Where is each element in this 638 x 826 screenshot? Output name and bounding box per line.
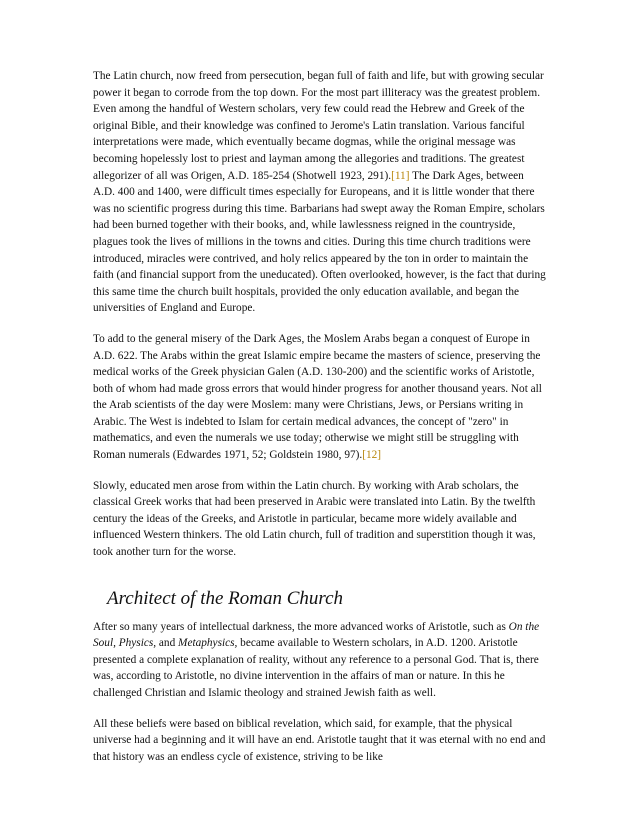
section-heading: Architect of the Roman Church <box>107 587 344 609</box>
paragraph-text: The Dark Ages, between A.D. 400 and 1400, were difficult times especially for Europeans, and it is little wonder that there was no scientific progress during this time. Barbarians had swept away the Roman Empire, scholars had been burned together with their books, and, while lawlessness reigned in the countryside, plagues took the lives of millions in the towns and cities. During this time church traditions were introduced, miracles were contrived, and holy relics appeared by the ton in order to maintain the faith (and financial support from the uneducated). Often overlooked, however, is the fact that during this same time the church built hospitals, provided the only education available, and began the universities of England and Europe. <box>93 169 546 315</box>
paragraph-biblical-revelation: All these beliefs were based on biblical revelation, which said, for example, that the physical universe had a beginning and it will have an end. Aristotle taught that it was eternal with no end and that history was an endless cycle of existence, striving to be like <box>93 717 546 763</box>
book-title-metaphysics: Metaphysics, <box>178 637 238 650</box>
paragraph-educated-men: Slowly, educated men arose from within the Latin church. By working with Arab scholars, the classical Greek works that had been preserved in Arabic were translated into Latin. By the twelfth century the ideas of the Greeks, and Aristotle in particular, became more widely available and influenced Western thinkers. The old Latin church, full of tradition and superstition though it was, took another turn for the worse. <box>93 479 536 559</box>
paragraph-text: and <box>156 637 179 650</box>
footnote-link-12[interactable]: [12] <box>362 449 382 462</box>
paragraph-text: became available to Western scholars, in A.D. 1200. Aristotle presented a complete explanation of reality, without any reference to a personal God. That is, there was, according to Aristotle, no divine intervention in the affairs of man or nature. In this he challenged Christian and Islamic theology and strained Jewish faith as well. <box>93 637 539 699</box>
document-page <box>93 68 547 779</box>
paragraph-text: The Latin church, now freed from persecution, began full of faith and life, but with growing secular power it began to corrode from the top down. For the most part illiteracy was the greatest problem. Even among the handful of Western scholars, very few could read the Hebrew and Greek of the original Bible, and their knowledge was confined to Jerome's Latin translation. Various fanciful interpretations were made, which eventually became dogmas, while the original message was becoming hopelessly lost to priest and layman among the allegories and traditions. The greatest allegorizer of all was Origen, A.D. 185-254 (Shotwell 1923, 291). <box>93 70 544 182</box>
paragraph-moslem-arabs <box>93 331 547 464</box>
paragraph-latin-church <box>93 68 547 317</box>
footnote-link-11[interactable]: [11] <box>391 169 410 182</box>
paragraph-aristotle-works <box>93 619 547 702</box>
paragraph-text: To add to the general misery of the Dark Ages, the Moslem Arabs began a conquest of Europe in A.D. 622. The Arabs within the great Islamic empire became the masters of science, preserving the medical works of the Greek physician Galen (A.D. 130-200) and the scientific works of Aristotle, both of whom had made gross errors that would hinder progress for another thousand years. Not all the Arab scientists of the day were Moslem: many were Christians, Jews, or Persians writing in Arabic. The West is indebted to Islam for certain medical advances, the concept of "zero" in mathematics, and even the numerals we use today; otherwise we might still be struggling with Roman numerals (Edwardes 1971, 52; Goldstein 1980, 97). <box>93 332 542 462</box>
book-titles: On the Soul, Physics, <box>93 620 540 650</box>
paragraph-text: After so many years of intellectual darkness, the more advanced works of Aristotle, such as <box>93 620 509 633</box>
